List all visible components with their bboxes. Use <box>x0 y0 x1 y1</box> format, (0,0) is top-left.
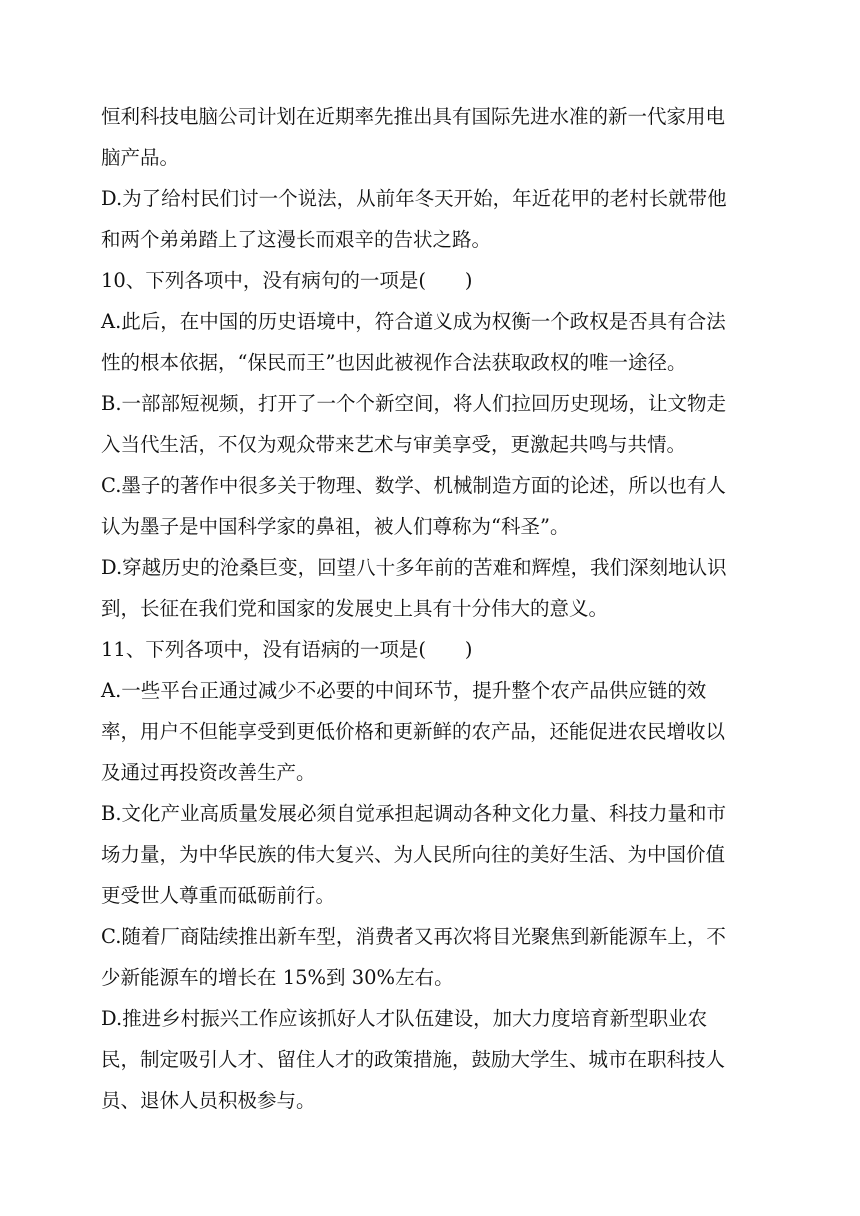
text-line: B.一部部短视频，打开了一个个新空间，将人们拉回历史现场，让文物走 <box>101 392 727 415</box>
text-line: 场力量，为中华民族的伟大复兴、为人民所向往的美好生活、为中国价值 <box>101 843 726 866</box>
option-a-q10 <box>101 301 781 383</box>
option-d-q10 <box>101 547 781 629</box>
text-line: 恒利科技电脑公司计划在近期率先推出具有国际先进水准的新一代家用电 <box>101 105 726 128</box>
text-line: 和两个弟弟踏上了这漫长而艰辛的告状之路。 <box>101 228 492 251</box>
text-line: 到，长征在我们党和国家的发展史上具有十分伟大的意义。 <box>101 597 609 620</box>
option-b-q10 <box>101 383 781 465</box>
option-c-q10 <box>101 465 781 547</box>
option-d-q9 <box>101 178 781 260</box>
text-line: D.为了给村民们讨一个说法，从前年冬天开始，年近花甲的老村长就带他 <box>101 187 727 210</box>
text-line: 认为墨子是中国科学家的鼻祖，被人们尊称为“科圣”。 <box>101 515 570 538</box>
text-line: D.推进乡村振兴工作应该抓好人才队伍建设，加大力度培育新型职业农 <box>101 1007 708 1030</box>
option-c-q11 <box>101 916 781 998</box>
option-d-q11 <box>101 998 781 1121</box>
text-line: A.此后，在中国的历史语境中，符合道义成为权衡一个政权是否具有合法 <box>101 310 726 333</box>
question-title: 10、下列各项中，没有病句的一项是( ) <box>101 269 473 292</box>
text-line: 民，制定吸引人才、留住人才的政策措施，鼓励大学生、城市在职科技人 <box>101 1048 726 1071</box>
text-line: B.文化产业高质量发展必须自觉承担起调动各种文化力量、科技力量和市 <box>101 802 727 825</box>
text-line: 员、退休人员积极参与。 <box>101 1089 316 1112</box>
text-line: 及通过再投资改善生产。 <box>101 761 316 784</box>
text-line: 更受世人尊重而砥砺前行。 <box>101 884 336 907</box>
text-line: 性的根本依据，“保民而王”也因此被视作合法获取政权的唯一途径。 <box>101 351 687 374</box>
text-line: D.穿越历史的沧桑巨变，回望八十多年前的苦难和辉煌，我们深刻地认识 <box>101 556 727 579</box>
document-body <box>101 96 781 1121</box>
text-line: 率，用户不但能享受到更低价格和更新鲜的农产品，还能促进农民增收以 <box>101 720 726 743</box>
text-line: C.墨子的著作中很多关于物理、数学、机械制造方面的论述，所以也有人 <box>101 474 726 497</box>
question-title: 11、下列各项中，没有语病的一项是( ) <box>101 638 473 661</box>
text-line: C.随着厂商陆续推出新车型，消费者又再次将目光聚焦到新能源车上，不 <box>101 925 726 948</box>
question-10-stem <box>101 260 781 301</box>
text-line: 少新能源车的增长在 15%到 30%左右。 <box>101 966 454 989</box>
text-line: A.一些平台正通过减少不必要的中间环节，提升整个农产品供应链的效 <box>101 679 707 702</box>
option-a-q11 <box>101 670 781 793</box>
question-11-stem <box>101 629 781 670</box>
option-b-q11 <box>101 793 781 916</box>
text-line: 入当代生活，不仅为观众带来艺术与审美享受，更激起共鸣与共情。 <box>101 433 687 456</box>
text-line: 脑产品。 <box>101 146 180 169</box>
paragraph-intro-continuation <box>101 96 781 178</box>
